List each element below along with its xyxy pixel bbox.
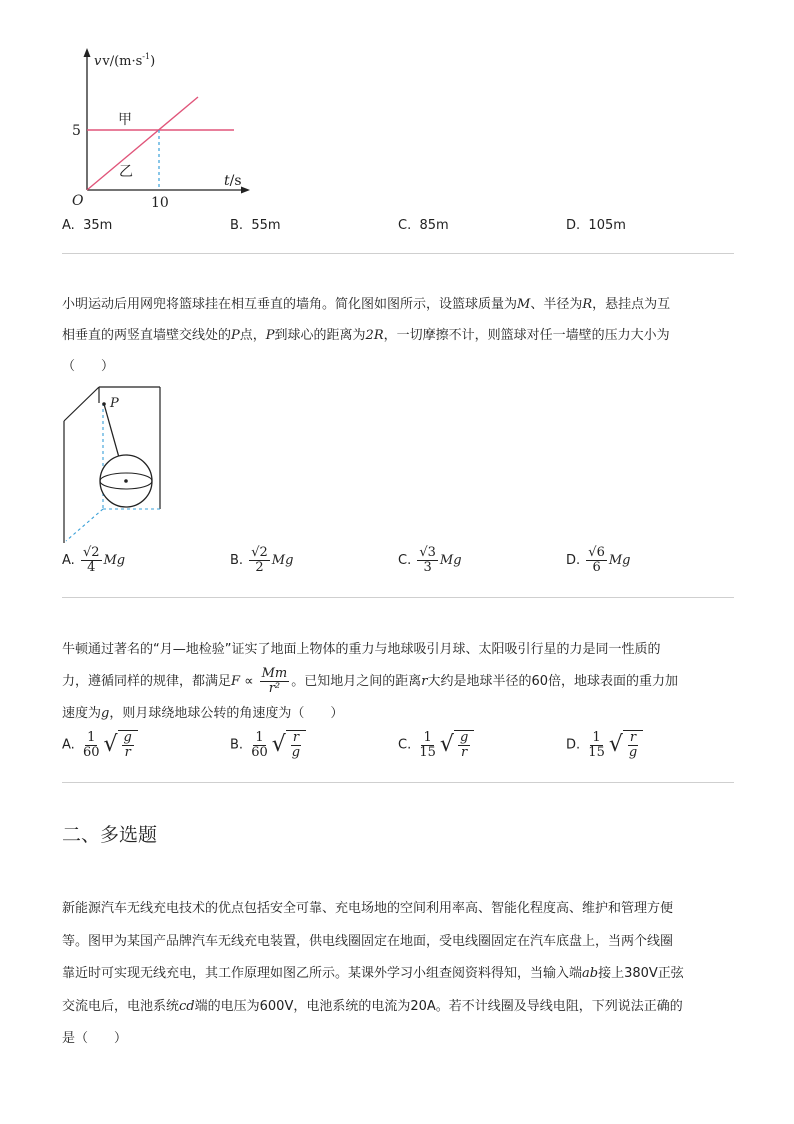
string <box>104 404 120 461</box>
divider <box>62 253 734 254</box>
q2-option-a[interactable]: A. $\frac{√2}{4}$ Mg <box>62 545 126 575</box>
q1-option-d[interactable]: D. 105m <box>566 218 626 233</box>
ball-corner-figure <box>60 385 170 545</box>
divider <box>62 597 734 598</box>
q1-option-a[interactable]: A. 35m <box>62 218 113 233</box>
x-axis-label: t/s <box>224 173 242 189</box>
q3-option-d[interactable]: D. $\frac{1}{15}$ √ $\frac{r}{g}$ <box>566 730 643 760</box>
q3-option-b[interactable]: B. $\frac{1}{60}$ √ $\frac{r}{g}$ <box>230 730 306 760</box>
q2-option-c[interactable]: C. $\frac{√3}{3}$ Mg <box>398 545 462 575</box>
line-yi <box>87 97 198 190</box>
y-axis-label: $vv/(m\cdot s^{-1})$ <box>94 52 156 69</box>
y-axis-arrow <box>84 48 91 57</box>
q2-question-text: 小明运动后用网兜将篮球挂在相互垂直的墙角。简化图如图所示，设篮球质量为M、半径为R，悬挂点为互 相垂直的两竖直墙壁交线处的P点，P到球心的距离为2R，一切摩擦不计，则篮球对任一墙壁的压力大小为 （ ） <box>62 297 671 374</box>
point-p <box>102 402 106 406</box>
q3-question-text: 牛顿通过著名的“月—地检验”证实了地面上物体的重力与地球吸引月球、太阳吸引行星的力是同一性质的 力，遵循同样的规律，都满足F ∝ $\frac{Mm}{\text{r²}}$ 。已知地月之间的距离r大约是地球半径的60倍，地球表面的重力加 速度为g，则月球绕地球公转的角速度为（ ） <box>62 642 679 721</box>
divider <box>62 782 734 783</box>
q2-option-d[interactable]: D. $\frac{√6}{6}$ Mg <box>566 545 631 575</box>
label-yi: 乙 <box>119 164 133 180</box>
x-axis-arrow <box>241 187 250 194</box>
velocity-time-graph <box>60 40 260 215</box>
tick-label-10: 10 <box>151 195 169 211</box>
q1-option-c[interactable]: C. 85m <box>398 218 449 233</box>
q3-option-c[interactable]: C. $\frac{1}{15}$ √ $\frac{g}{r}$ <box>398 730 474 760</box>
section-heading: 二、多选题 <box>62 824 158 846</box>
q1-option-b[interactable]: B. 55m <box>230 218 281 233</box>
label-jia: 甲 <box>118 112 132 128</box>
q4-question-text: 新能源汽车无线充电技术的优点包括安全可靠、充电场地的空间利用率高、智能化程度高、维护和管理方便 等。图甲为某国产品牌汽车无线充电装置，供电线圈固定在地面，受电线圈固定在汽车底盘上，当两个线圈 靠近时可实现无线充电，其工作原理如图乙所示。某课外学习小组查阅资料得知，当输入端ab接上380V正弦 交流电后，电池系统cd端的电压为600V，电池系统的电流为20A。若不计线圈及导线电阻，下列说法正确的 是（ ） <box>62 901 684 1046</box>
tick-label-5: 5 <box>72 123 81 139</box>
q3-option-a[interactable]: A. $\frac{1}{60}$ √ $\frac{g}{r}$ <box>62 730 138 760</box>
q2-option-b[interactable]: B. $\frac{√2}{2}$ Mg <box>230 545 294 575</box>
label-p: P <box>110 396 119 411</box>
origin-label: O <box>72 193 84 209</box>
